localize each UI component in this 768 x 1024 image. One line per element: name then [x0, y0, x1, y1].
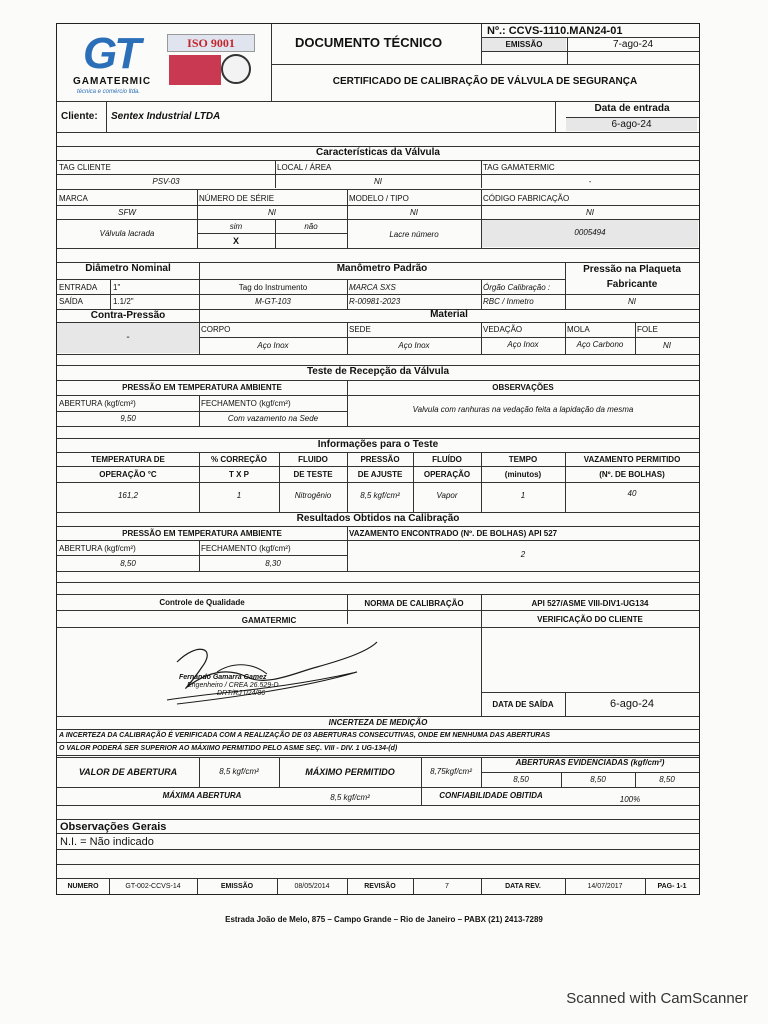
document-number: Nº.: CCVS-1110.MAN24-01 — [487, 25, 623, 37]
saida-value: 1.1/2" — [113, 297, 134, 306]
plaqueta-title-1: Pressão na Plaqueta — [583, 264, 681, 275]
footer-numero-label: NUMERO — [67, 883, 99, 890]
resultados-vazamento-label: VAZAMENTO ENCONTRADO (Nº. DE BOLHAS) API 527 — [349, 529, 558, 538]
footer-numero: GT-002-CCVS-14 — [125, 883, 181, 890]
h-fluido-1: FLUIDO — [298, 455, 328, 464]
resultados-vazamento: 2 — [520, 550, 526, 559]
signature-line-2: Engenheiro / CREA 26.529-D — [187, 682, 279, 689]
corr-value: 1 — [236, 491, 242, 500]
serie-label: NÚMERO DE SÉRIE — [199, 194, 275, 203]
emission-label: EMISSÃO — [482, 38, 566, 51]
company-subtitle: técnica e comércio ltda. — [77, 89, 141, 95]
corpo-value: Aço Inox — [257, 341, 289, 350]
recepcao-abertura-label: ABERTURA (kgf/cm²) — [59, 399, 136, 408]
tempo-value: 1 — [520, 491, 526, 500]
fluido-op-value: Vapor — [436, 491, 458, 500]
h-fluido-op-1: FLUÍDO — [432, 455, 462, 464]
footer-emissao-label: EMISSÃO — [220, 883, 254, 890]
scanner-watermark: Scanned with CamScanner — [566, 990, 748, 1007]
abertura-1: 8,50 — [513, 775, 529, 784]
tag-cliente-label: TAG CLIENTE — [59, 163, 111, 172]
h-temp-2: OPERAÇÃO °C — [99, 470, 157, 479]
h-tempo-1: TEMPO — [508, 455, 538, 464]
aberturas-evidenciadas-label: ABERTURAS EVIDENCIADAS (kgf/cm²) — [515, 758, 665, 767]
h-temp-1: TEMPERATURA DE — [91, 455, 165, 464]
verificacao-cliente-label: VERIFICAÇÃO DO CLIENTE — [537, 615, 643, 624]
vazamento-value: 40 — [627, 489, 637, 498]
nao-label: não — [304, 222, 318, 231]
h-pressao-2: DE AJUSTE — [357, 470, 403, 479]
contra-pressao-value: - — [57, 323, 199, 353]
recepcao-pressao-label: PRESSÃO EM TEMPERATURA AMBIENTE — [122, 383, 282, 392]
abertura-2: 8,50 — [590, 775, 606, 784]
sede-value: Aço Inox — [398, 341, 430, 350]
recepcao-obs: Valvula com ranhuras na vedação feita a lapidação da mesma — [412, 405, 634, 414]
h-pressao-1: PRESSÃO — [360, 455, 400, 464]
certificate-title: CERTIFICADO DE CALIBRAÇÃO DE VÁLVULA DE SEGURANÇA — [332, 76, 638, 87]
manometro-title: Manômetro Padrão — [336, 263, 428, 274]
abertura-3: 8,50 — [659, 775, 675, 784]
data-saida: 6-ago-24 — [609, 698, 655, 710]
resultados-abertura: 8,50 — [120, 559, 136, 568]
tag-gamatermic-value: - — [588, 177, 592, 186]
vedacao-label: VEDAÇÃO — [483, 325, 523, 334]
resultados-title: Resultados Obtidos na Calibração — [296, 513, 460, 524]
corpo-label: CORPO — [201, 325, 231, 334]
h-vazamento-2: (Nº. DE BOLHAS) — [599, 470, 665, 479]
entrada-label: ENTRADA — [59, 283, 98, 292]
manometro-cert: R-00981-2023 — [349, 297, 401, 306]
confiabilidade-value: 100% — [619, 795, 641, 804]
footer-revisao-label: REVISÃO — [364, 883, 396, 890]
recepcao-fechamento: Com vazamento na Sede — [227, 414, 319, 423]
codigo-value: NI — [586, 208, 594, 217]
tag-cliente-value: PSV-03 — [152, 177, 180, 186]
mola-value: Aço Carbono — [576, 340, 624, 349]
document-title: DOCUMENTO TÉCNICO — [295, 35, 443, 50]
orgao-value: RBC / Inmetro — [483, 297, 534, 306]
company-name: GAMATERMIC — [73, 76, 152, 87]
company-address: Estrada João de Melo, 875 – Campo Grande – Rio de Janeiro – PABX (21) 2413-7289 — [225, 915, 543, 924]
tag-instrumento-value: M-GT-103 — [255, 297, 291, 306]
vedacao-value: Aço Inox — [507, 340, 539, 349]
footer-datarev-label: DATA REV. — [505, 883, 541, 890]
incerteza-title: INCERTEZA DE MEDIÇÃO — [328, 718, 428, 727]
resultados-abertura-label: ABERTURA (kgf/cm²) — [59, 544, 136, 553]
observacoes-line: N.I. = Não indicado — [60, 836, 154, 848]
sede-label: SEDE — [349, 325, 371, 334]
h-corr-2: T X P — [228, 470, 249, 479]
norma-value: API 527/ASME VIII-DIV1-UG134 — [531, 599, 649, 608]
calibration-certificate — [56, 23, 700, 895]
lacre-label: Lacre número — [389, 230, 439, 239]
resultados-fechamento: 8,30 — [265, 559, 281, 568]
fole-value: NI — [663, 341, 671, 350]
incerteza-line-1: A INCERTEZA DA CALIBRAÇÃO É VERIFICADA COM A REALIZAÇÃO DE 03 ABERTURAS CONSECUTIVAS, ONDE EM NENHUMA DAS ABERTURAS — [59, 732, 551, 739]
footer-emissao: 08/05/2014 — [294, 883, 330, 890]
certification-seal-icon — [221, 54, 251, 84]
marca-label: MARCA — [59, 194, 88, 203]
observacoes-title: Observações Gerais — [60, 821, 167, 833]
info-title: Informações para o Teste — [317, 439, 439, 450]
maximo-permitido-label: MÁXIMO PERMITIDO — [305, 767, 395, 777]
contra-pressao-title: Contra-Pressão — [90, 310, 166, 321]
resultados-fechamento-label: FECHAMENTO (kgf/cm²) — [201, 544, 291, 553]
lacre-value: 0005494 — [482, 220, 698, 247]
modelo-value: NI — [410, 208, 418, 217]
certification-logo — [169, 55, 221, 85]
h-fluido-op-2: OPERAÇÃO — [423, 470, 471, 479]
valvula-lacrada-label: Válvula lacrada — [99, 229, 155, 238]
mola-label: MOLA — [567, 325, 590, 334]
material-title: Material — [430, 309, 468, 320]
norma-label: NORMA DE CALIBRAÇÃO — [364, 599, 464, 608]
recepcao-title: Teste de Recepção da Válvula — [306, 366, 450, 377]
plaqueta-value: NI — [628, 297, 636, 306]
valor-abertura: 8,5 kgf/cm² — [219, 767, 259, 776]
h-tempo-2: (minutos) — [504, 470, 542, 479]
local-value: NI — [374, 177, 382, 186]
signature-name: Fernando Gamarra Gamez — [179, 674, 267, 681]
emission-date: 7-ago-24 — [612, 39, 654, 50]
fluido-value: Nitrogênio — [294, 491, 332, 500]
tag-gamatermic-label: TAG GAMATERMIC — [483, 163, 555, 172]
modelo-label: MODELO / TIPO — [349, 194, 409, 203]
valve-section-title: Características da Válvula — [316, 147, 440, 158]
entrada-value: 1" — [113, 283, 121, 292]
footer-revisao: 7 — [445, 883, 449, 890]
valor-abertura-label: VALOR DE ABERTURA — [78, 767, 178, 777]
plaqueta-title-2: Fabricante — [606, 279, 658, 290]
iso-badge: ISO 9001 — [167, 34, 255, 52]
h-fluido-2: DE TESTE — [293, 470, 333, 479]
gamatermic-label: GAMATERMIC — [241, 616, 297, 625]
entry-date-label: Data de entrada — [594, 103, 670, 114]
client-name: Sentex Industrial LTDA — [111, 111, 221, 122]
saida-label: SAÍDA — [59, 297, 84, 306]
sim-label: sim — [229, 222, 243, 231]
entry-date: 6-ago-24 — [566, 118, 697, 131]
fole-label: FOLE — [637, 325, 658, 334]
footer-pag: PAG- 1-1 — [657, 883, 687, 890]
signature-icon — [157, 632, 387, 712]
sim-mark: X — [232, 236, 239, 246]
gt-logo: GT — [83, 29, 139, 78]
h-vazamento-1: VAZAMENTO PERMITIDO — [583, 455, 681, 464]
maxima-abertura-label: MÁXIMA ABERTURA — [162, 791, 242, 800]
confiabilidade-label: CONFIABILIDADE OBITIDA — [439, 791, 543, 800]
maxima-abertura: 8,5 kgf/cm² — [330, 793, 370, 802]
marca-value: SFW — [118, 208, 136, 217]
incerteza-line-2: O VALOR PODERÁ SER SUPERIOR AO MÁXIMO PERMITIDO PELO ASME SEÇ. VIII - DIV. 1 UG-134-(d) — [59, 745, 398, 752]
diametro-title: Diâmetro Nominal — [85, 263, 171, 274]
tag-instrumento-label: Tag do Instrumento — [238, 283, 308, 292]
manometro-marca: MARCA SXS — [349, 283, 396, 292]
signature-line-3: DRT/RJ 024/86 — [217, 690, 266, 697]
codigo-label: CÓDIGO FABRICAÇÃO — [483, 194, 570, 203]
data-saida-label: DATA DE SAÍDA — [492, 700, 554, 709]
maximo-permitido: 8,75kgf/cm² — [430, 767, 472, 776]
temp-value: 161,2 — [117, 491, 139, 500]
local-label: LOCAL / ÁREA — [277, 163, 332, 172]
h-corr-1: % CORREÇÃO — [210, 455, 267, 464]
resultados-pressao-label: PRESSÃO EM TEMPERATURA AMBIENTE — [122, 529, 282, 538]
pressao-value: 8,5 kgf/cm² — [360, 491, 400, 500]
recepcao-fechamento-label: FECHAMENTO (kgf/cm²) — [201, 399, 291, 408]
recepcao-abertura: 9,50 — [120, 414, 136, 423]
qc-label: Controle de Qualidade — [159, 598, 245, 607]
footer-datarev: 14/07/2017 — [587, 883, 623, 890]
recepcao-obs-label: OBSERVAÇÕES — [492, 383, 554, 392]
client-label: Cliente: — [61, 111, 98, 122]
serie-value: NI — [268, 208, 276, 217]
orgao-label: Órgão Calibração : — [483, 283, 551, 292]
